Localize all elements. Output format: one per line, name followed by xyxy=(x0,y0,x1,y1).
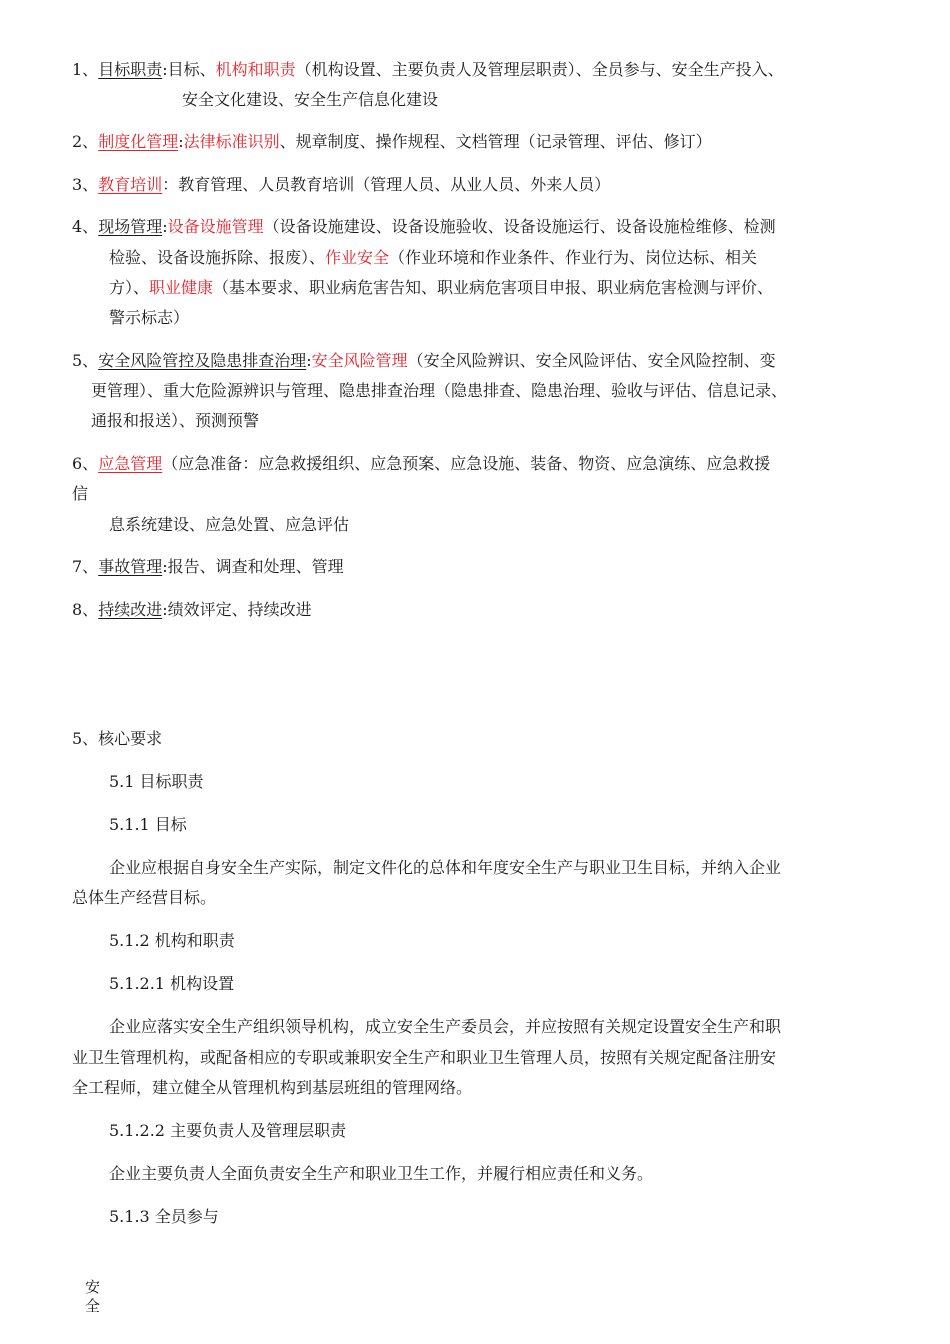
outline-line: 方）、职业健康（基本要求、职业病危害告知、职业病危害项目申报、职业病危害检测与评价、 xyxy=(109,278,774,297)
subsection-heading: 5.1 目标职责 xyxy=(109,772,204,791)
paragraph-line: 业卫生管理机构，或配备相应的专职或兼职安全生产和职业卫生管理人员，按照有关规定配备注册安 xyxy=(72,1048,777,1067)
outline-line: 息系统建设、应急处置、应急评估 xyxy=(109,515,350,534)
outline-line: 安全文化建设、安全生产信息化建设 xyxy=(182,90,439,109)
outline-line: 警示标志） xyxy=(109,308,190,327)
outline-line: 8、持续改进:绩效评定、持续改进 xyxy=(72,600,312,619)
paragraph-line: 企业应根据自身安全生产实际，制定文件化的总体和年度安全生产与职业卫生目标，并纳入企业 xyxy=(109,858,782,877)
subsection-heading: 5.1.3 全员参与 xyxy=(109,1207,219,1226)
subsection-heading: 5.1.2.1 机构设置 xyxy=(109,974,235,993)
outline-title: 安全风险管控及隐患排查治理 xyxy=(98,351,307,370)
outline-line: 通报和报送）、预测预警 xyxy=(91,411,260,430)
outline-line: 5、安全风险管控及隐患排查治理:安全风险管理（安全风险辨识、安全风险评估、安全风险控制、变 xyxy=(72,351,776,370)
outline-title: 现场管理 xyxy=(98,217,163,236)
outline-title: 事故管理 xyxy=(98,557,163,576)
subsection-heading: 5.1.2 机构和职责 xyxy=(109,931,235,950)
outline-line: 3、教育培训：教育管理、人员教育培训（管理人员、从业人员、外来人员） xyxy=(72,175,611,194)
outline-line: 7、事故管理:报告、调查和处理、管理 xyxy=(72,557,344,576)
outline-line: 4、现场管理:设备设施管理（设备设施建设、设备设施验收、设备设施运行、设备设施检维修、检测 xyxy=(72,217,776,236)
outline-line: 2、制度化管理:法律标准识别、规章制度、操作规程、文档管理（记录管理、评估、修订） xyxy=(72,132,712,151)
outline-line: 1、目标职责:目标、机构和职责（机构设置、主要负责人及管理层职责）、全员参与、安全生产投入、 xyxy=(72,60,784,79)
subsection-heading: 5.1.1 目标 xyxy=(109,815,187,834)
section-heading: 5、核心要求 xyxy=(72,729,163,748)
outline-title: 教育培训 xyxy=(98,175,163,194)
outline-line: 更管理）、重大危险源辨识与管理、隐患排查治理（隐患排查、隐患治理、验收与评估、信息记录、 xyxy=(91,381,788,400)
outline-title: 应急管理 xyxy=(98,454,163,473)
outline-line: 信 xyxy=(72,484,89,503)
outline-line: 6、应急管理（应急准备：应急救援组织、应急预案、应急设施、装备、物资、应急演练、应急救援 xyxy=(72,454,771,473)
footer-char: 安 xyxy=(85,1278,101,1296)
footer-char: 全 xyxy=(85,1297,101,1315)
paragraph-line: 企业主要负责人全面负责安全生产和职业卫生工作，并履行相应责任和义务。 xyxy=(109,1164,654,1183)
subsection-heading: 5.1.2.2 主要负责人及管理层职责 xyxy=(109,1121,347,1140)
paragraph-line: 全工程师，建立健全从管理机构到基层班组的管理网络。 xyxy=(72,1078,473,1097)
outline-title: 目标职责 xyxy=(98,60,163,79)
outline-title: 制度化管理 xyxy=(98,132,179,151)
outline-title: 持续改进 xyxy=(98,600,163,619)
outline-line: 检验、设备设施拆除、报废）、作业安全（作业环境和作业条件、作业行为、岗位达标、相关 xyxy=(109,248,758,267)
paragraph-line: 总体生产经营目标。 xyxy=(72,888,217,907)
paragraph-line: 企业应落实安全生产组织领导机构，成立安全生产委员会，并应按照有关规定设置安全生产和职 xyxy=(109,1017,782,1036)
